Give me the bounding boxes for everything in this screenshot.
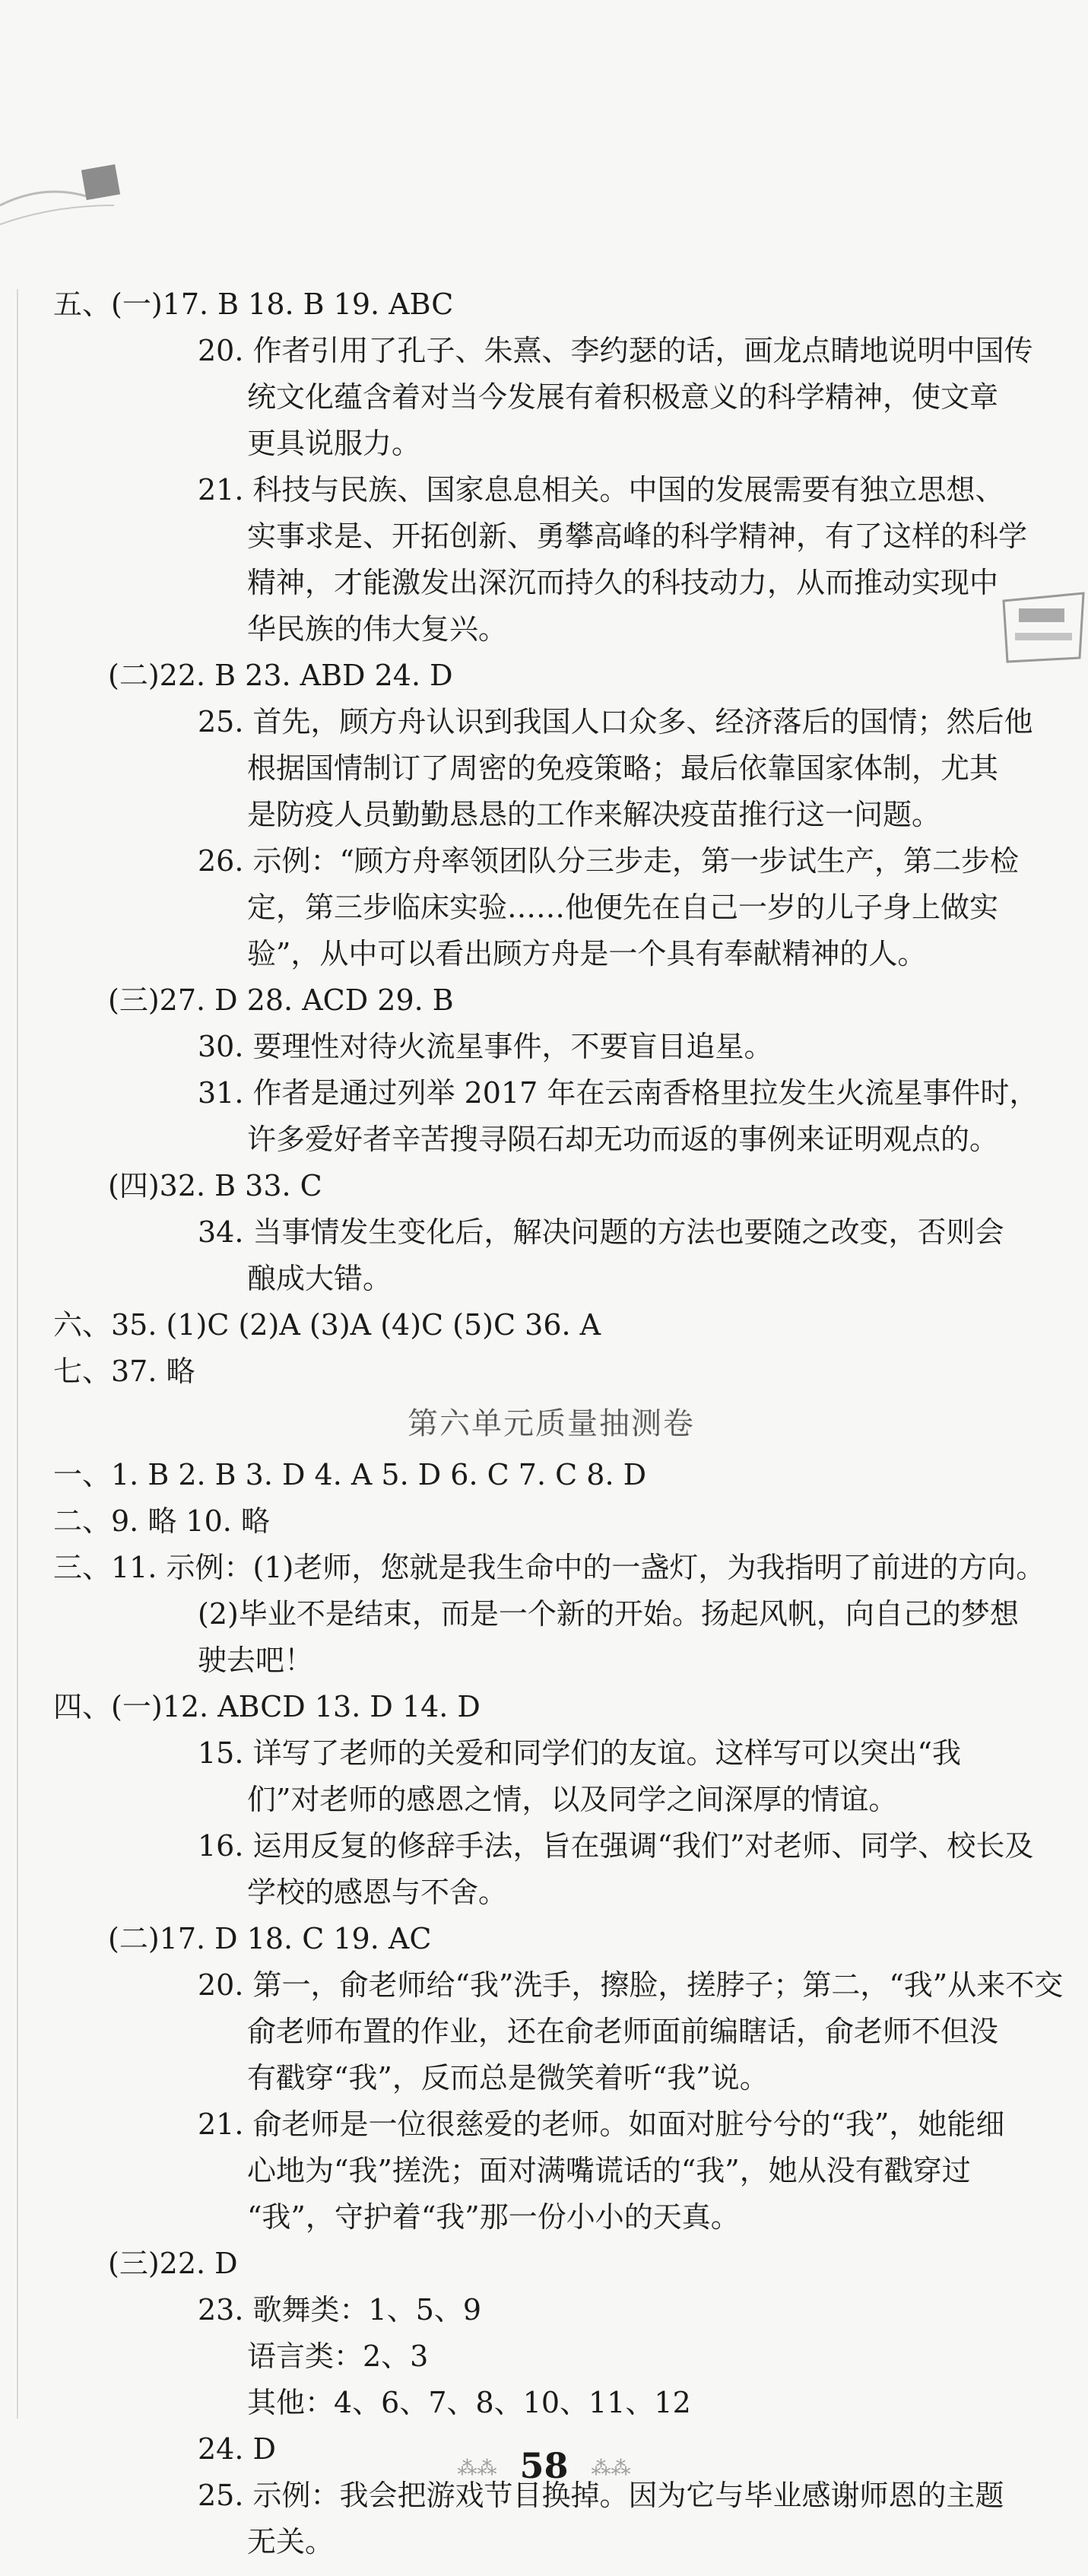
answer-line: 三、11. 示例：(1)老师，您就是我生命中的一盏灯，为我指明了前进的方向。 [53, 1551, 1045, 1584]
margin-line [17, 289, 18, 2419]
answer-line: 根据国情制订了周密的免疫策略；最后依靠国家体制，尤其 [247, 751, 999, 785]
answer-line: 无关。 [247, 2525, 335, 2559]
answer-line: 25. 首先，顾方舟认识到我国人口众多、经济落后的国情；然后他 [198, 705, 1033, 738]
answer-content [53, 281, 1064, 2565]
answer-line: 学校的感恩与不舍。 [247, 1876, 508, 1909]
answer-line: 21. 科技与民族、国家息息相关。中国的发展需要有独立思想、 [198, 473, 1004, 507]
answer-line: (三)22. D [108, 2247, 238, 2280]
answer-line: 实事求是、开拓创新、勇攀高峰的科学精神，有了这样的科学 [247, 519, 1028, 553]
answer-line: 23. 歌舞类：1、5、9 [198, 2293, 482, 2327]
answer-line: 一、1. B 2. B 3. D 4. A 5. D 6. C 7. C 8. D [53, 1458, 647, 1491]
answer-line: 其他：4、6、7、8、10、11、12 [247, 2386, 691, 2419]
answer-line: 语言类：2、3 [247, 2339, 429, 2373]
answer-line: (三)27. D 28. ACD 29. B [108, 983, 454, 1017]
answer-line: 16. 运用反复的修辞手法，旨在强调“我们”对老师、同学、校长及 [198, 1829, 1034, 1863]
answer-line: 25. 示例：我会把游戏节目换掉。因为它与毕业感谢师恩的主题 [198, 2479, 1004, 2512]
answer-line: 四、(一)12. ABCD 13. D 14. D [53, 1690, 481, 1723]
corner-decoration [0, 152, 129, 243]
answer-line: 21. 俞老师是一位很慈爱的老师。如面对脏兮兮的“我”，她能细 [198, 2107, 1005, 2141]
answer-line: 24. D [198, 2432, 276, 2466]
answer-line: 精神，才能激发出深沉而持久的科技动力，从而推动实现中 [247, 566, 999, 599]
answer-line: 20. 作者引用了孔子、朱熹、李约瑟的话，画龙点睛地说明中国传 [198, 334, 1033, 367]
answer-line: 酿成大错。 [247, 1262, 392, 1295]
answer-line: 有戳穿“我”，反而总是微笑着听“我”说。 [247, 2061, 769, 2095]
section-heading: 第六单元质量抽测卷 [408, 1406, 695, 1441]
answer-line: 20. 第一，俞老师给“我”洗手，擦脸，搓脖子；第二，“我”从来不交 [198, 1968, 1064, 2002]
answer-line: (二)17. D 18. C 19. AC [108, 1922, 432, 1955]
answer-line: 许多爱好者辛苦搜寻陨石却无功而返的事例来证明观点的。 [247, 1123, 999, 1156]
answer-line: 30. 要理性对待火流星事件，不要盲目追星。 [198, 1030, 773, 1063]
answer-line: 二、9. 略 10. 略 [53, 1504, 270, 1538]
answer-line: “我”，守护着“我”那一份小小的天真。 [247, 2200, 740, 2234]
answer-line: 统文化蕴含着对当今发展有着积极意义的科学精神，使文章 [247, 380, 999, 414]
answer-line: 34. 当事情发生变化后，解决问题的方法也要随之改变，否则会 [198, 1215, 1004, 1249]
answer-line: (四)32. B 33. C [108, 1169, 322, 1202]
answer-line: 五、(一)17. B 18. B 19. ABC [53, 287, 454, 321]
answer-line: 心地为“我”搓洗；面对满嘴谎话的“我”，她从没有戳穿过 [247, 2154, 971, 2187]
page-footer [0, 2445, 1088, 2486]
answer-line: 七、37. 略 [53, 1355, 195, 1388]
answer-line: 15. 详写了老师的关爱和同学们的友谊。这样写可以突出“我 [198, 1736, 961, 1770]
answer-line: 六、35. (1)C (2)A (3)A (4)C (5)C 36. A [53, 1308, 601, 1342]
answer-line: 华民族的伟大复兴。 [247, 612, 508, 646]
page-number: 58 [519, 2445, 569, 2486]
answer-line: 定，第三步临床实验……他便先在自己一岁的儿子身上做实 [247, 891, 999, 924]
answer-line: 更具说服力。 [247, 427, 421, 460]
answer-line: 31. 作者是通过列举 2017 年在云南香格里拉发生火流星事件时， [198, 1076, 1039, 1110]
answer-line: 验”，从中可以看出顾方舟是一个具有奉献精神的人。 [247, 937, 927, 970]
footer-ornament-right-icon: ⁂⁂ [591, 2457, 631, 2480]
answer-line: 俞老师布置的作业，还在俞老师面前编瞎话，俞老师不但没 [247, 2015, 999, 2048]
answer-line: 26. 示例：“顾方舟率领团队分三步走，第一步试生产，第二步检 [198, 844, 1019, 878]
answer-line: 们”对老师的感恩之情，以及同学之间深厚的情谊。 [247, 1783, 898, 1816]
footer-ornament-left-icon: ⁂⁂ [457, 2457, 497, 2480]
answer-line: 是防疫人员勤勤恳恳的工作来解决疫苗推行这一问题。 [247, 798, 941, 831]
answer-line: 驶去吧！ [198, 1644, 314, 1677]
answer-line: (2)毕业不是结束，而是一个新的开始。扬起风帆，向自己的梦想 [198, 1597, 1019, 1631]
answer-line: (二)22. B 23. ABD 24. D [108, 659, 453, 692]
